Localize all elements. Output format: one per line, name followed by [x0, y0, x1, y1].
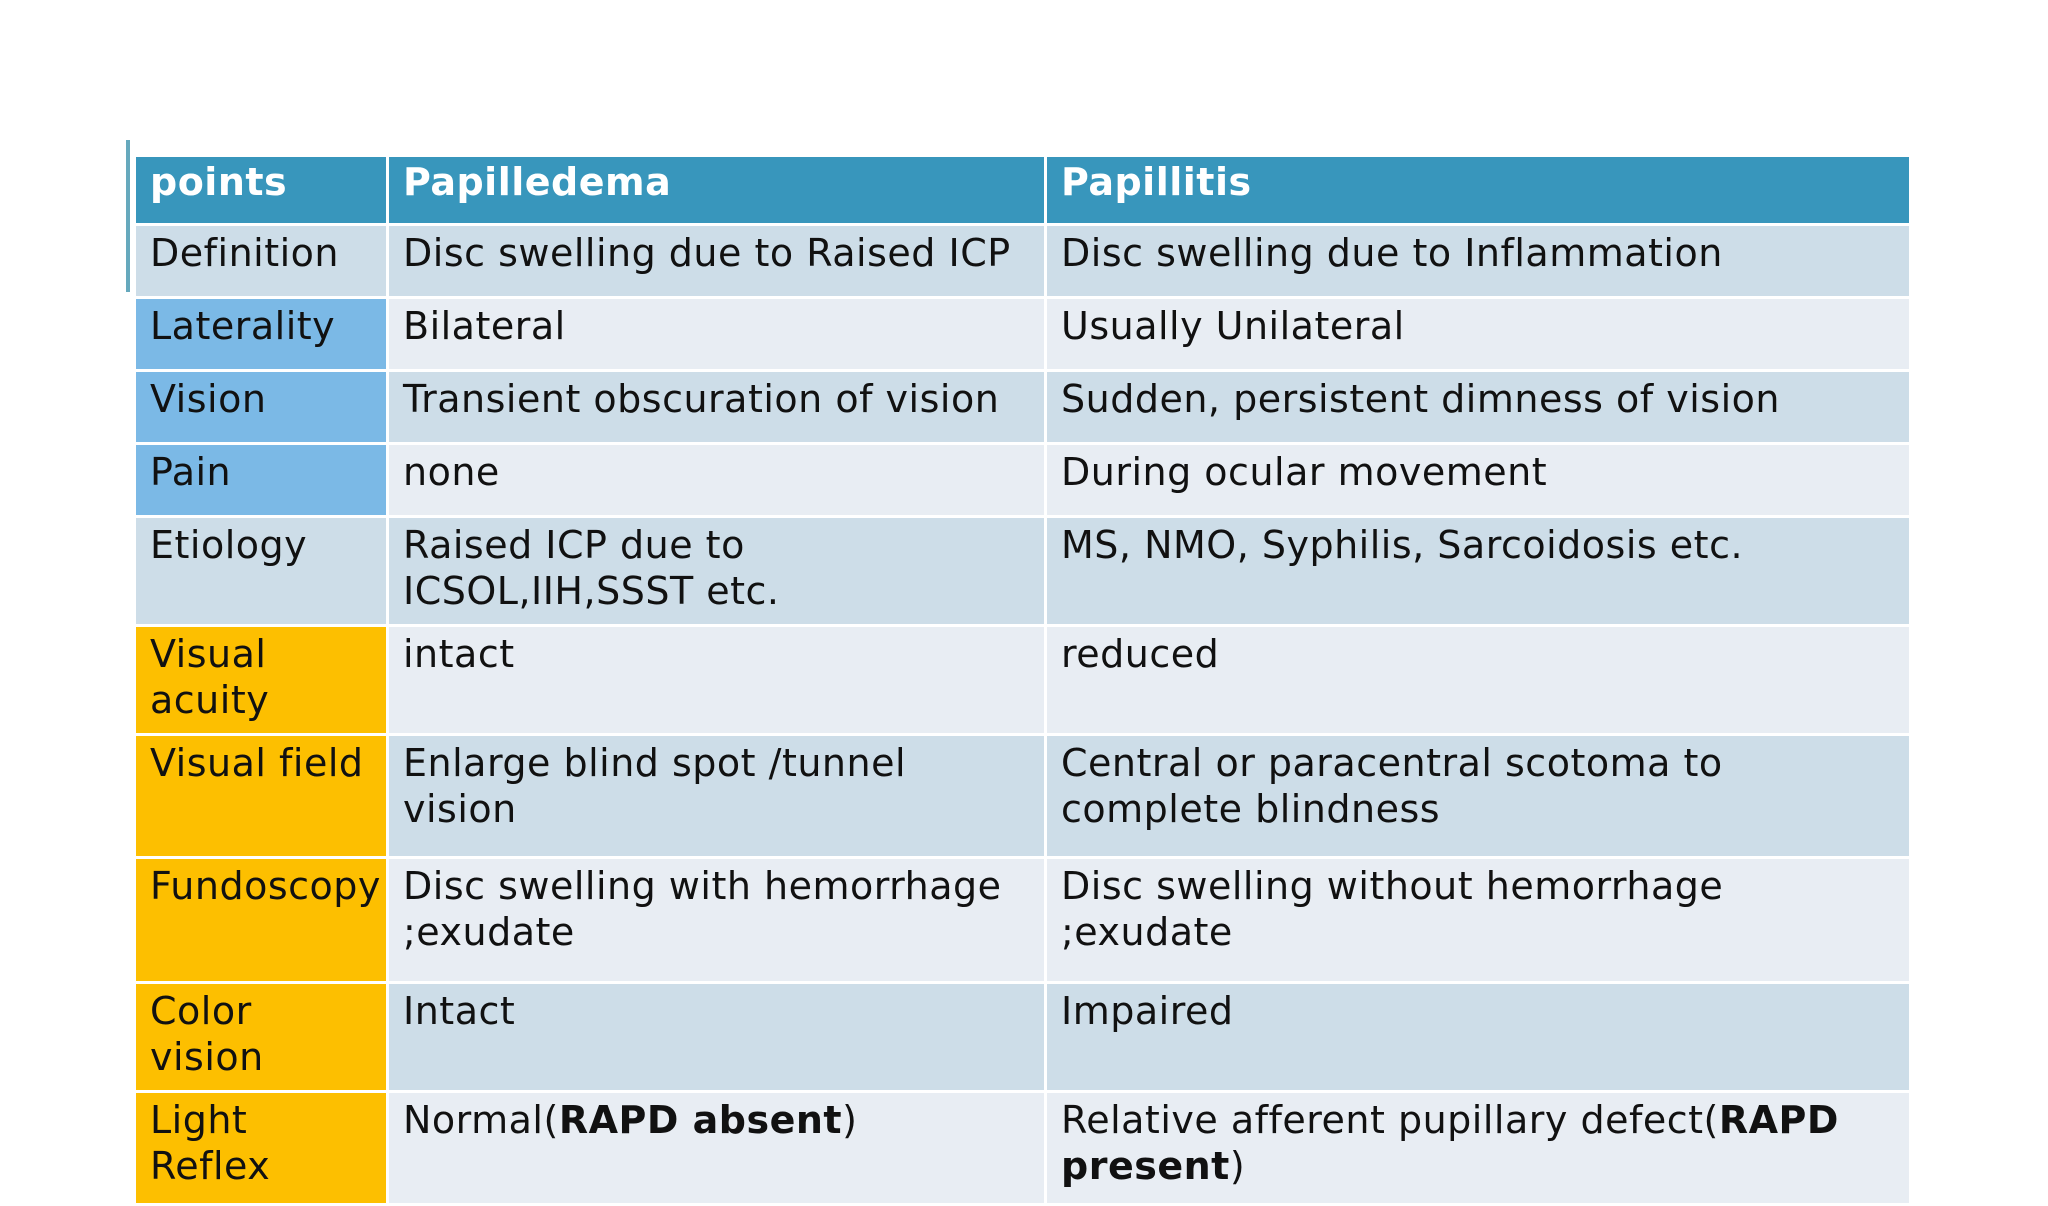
papillitis-bold: RAPD present [1061, 1098, 1839, 1188]
row-point: Visual acuity [135, 626, 388, 735]
header-papillitis: Papillitis [1046, 156, 1911, 225]
papilledema-cell: Enlarge blind spot /tunnel vision [388, 735, 1046, 858]
row-point: Etiology [135, 517, 388, 626]
papilledema-cell [388, 1092, 1046, 1205]
papillitis-cell: MS, NMO, Syphilis, Sarcoidosis etc. [1046, 517, 1911, 626]
row-point: Laterality [135, 298, 388, 371]
papillitis-prefix: Relative afferent pupillary defect( [1061, 1098, 1719, 1142]
table-row [135, 983, 1911, 1092]
papillitis-cell: During ocular movement [1046, 444, 1911, 517]
table-row [135, 517, 1911, 626]
papilledema-cell: Intact [388, 983, 1046, 1092]
row-point: Visual field [135, 735, 388, 858]
table-row [135, 298, 1911, 371]
row-point: Vision [135, 371, 388, 444]
papilledema-cell: Disc swelling with hemorrhage ;exudate [388, 858, 1046, 983]
row-point: Color vision [135, 983, 388, 1092]
row-point: Light Reflex [135, 1092, 388, 1205]
papillitis-cell: Usually Unilateral [1046, 298, 1911, 371]
header-points: points [135, 156, 388, 225]
papilledema-cell: Transient obscuration of vision [388, 371, 1046, 444]
papilledema-cell: Bilateral [388, 298, 1046, 371]
table-row [135, 371, 1911, 444]
papillitis-cell: Sudden, persistent dimness of vision [1046, 371, 1911, 444]
row-point: Fundoscopy [135, 858, 388, 983]
papilledema-cell: Raised ICP due to ICSOL,IIH,SSST etc. [388, 517, 1046, 626]
table-row [135, 1092, 1911, 1205]
papilledema-cell: none [388, 444, 1046, 517]
row-point: Definition [135, 225, 388, 298]
row-point: Pain [135, 444, 388, 517]
table-row [135, 735, 1911, 858]
papilledema-cell: intact [388, 626, 1046, 735]
table-row [135, 626, 1911, 735]
papillitis-cell: Impaired [1046, 983, 1911, 1092]
header-papilledema: Papilledema [388, 156, 1046, 225]
papilledema-bold: RAPD absent [558, 1098, 843, 1142]
table-row [135, 444, 1911, 517]
slide-accent-line [126, 140, 130, 292]
papillitis-cell: Disc swelling due to Inflammation [1046, 225, 1911, 298]
papillitis-cell: Central or paracentral scotoma to complete blindness [1046, 735, 1911, 858]
papillitis-suffix: ) [1229, 1144, 1246, 1188]
papilledema-suffix: ) [842, 1098, 858, 1142]
papillitis-cell: reduced [1046, 626, 1911, 735]
table-row [135, 858, 1911, 983]
comparison-table [133, 154, 1912, 1206]
table-header-row [135, 156, 1911, 225]
papillitis-cell: Disc swelling without hemorrhage ;exudate [1046, 858, 1911, 983]
papilledema-cell: Disc swelling due to Raised ICP [388, 225, 1046, 298]
papilledema-prefix: Normal( [403, 1098, 559, 1142]
table-row [135, 225, 1911, 298]
papillitis-cell [1046, 1092, 1911, 1205]
